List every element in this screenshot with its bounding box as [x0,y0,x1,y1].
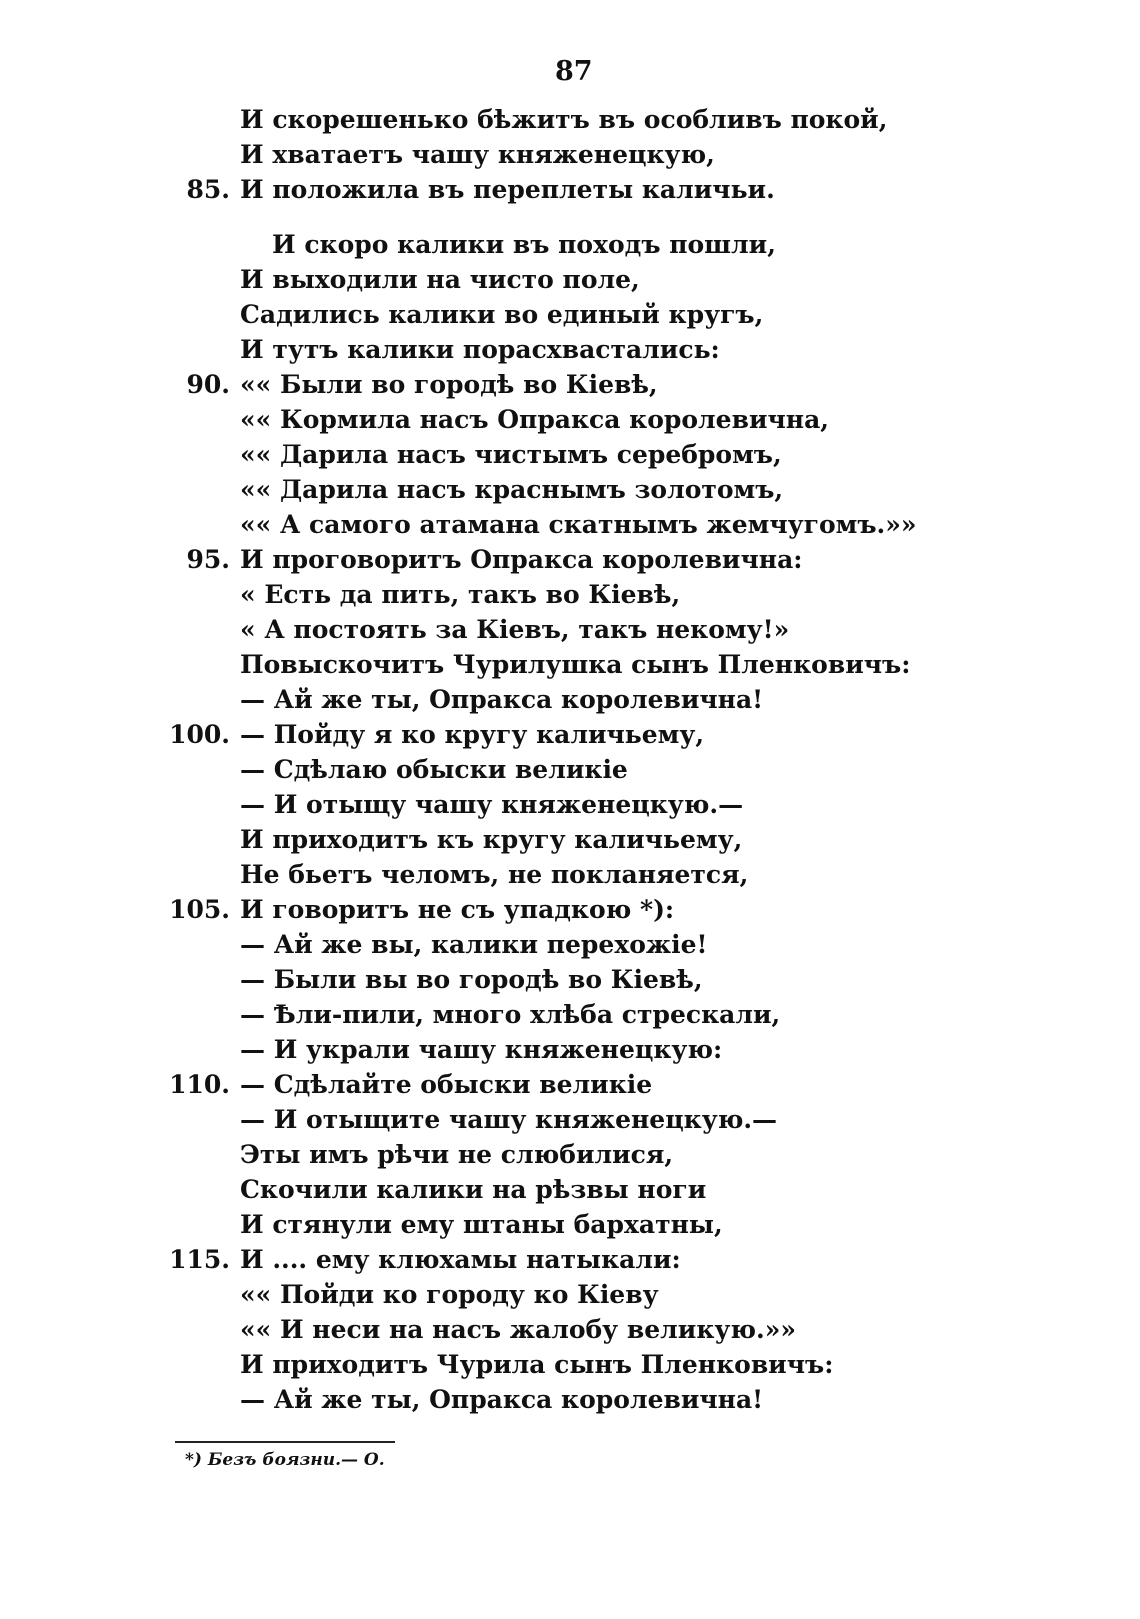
verse-line [0,1312,1140,1347]
verse-text: И говоритъ не съ упадкою *): [240,895,675,924]
page-number: 87 [555,56,593,87]
verse-line [0,1347,1140,1382]
verse-text: — Сдѣлайте обыски великіе [240,1070,653,1099]
verse-text: — Ай же ты, Опракса королевична! [240,1385,764,1414]
verse-line [0,787,1140,822]
footnote: *) Безъ боязни.— О. [185,1450,385,1470]
verse-number: 100. [169,720,230,749]
verse-line [0,172,1140,207]
verse-text: — Сдѣлаю обыски великіе [240,755,628,784]
verse-number: 115. [169,1245,230,1274]
verse-line [0,297,1140,332]
verse-line [0,102,1140,137]
verse-text: И выходили на чисто поле, [240,265,640,294]
verse-text: И скорешенько бѣжитъ въ особливъ покой, [240,105,888,134]
verse-text: «« Кормила насъ Опракса королевична, [240,405,830,434]
verse-line [0,752,1140,787]
verse-text: И приходитъ къ кругу каличьему, [240,825,743,854]
verse-line [0,927,1140,962]
verse-line [0,262,1140,297]
verse-text: — Ай же ты, Опракса королевична! [240,685,764,714]
verse-text: И хватаетъ чашу княженецкую, [240,140,715,169]
verse-line [0,1242,1140,1277]
verse-text: — Пойду я ко кругу каличьему, [240,720,705,749]
verse-line [0,1207,1140,1242]
verse-text: Не бьетъ челомъ, не покланяется, [240,860,749,889]
verse-text: Садились калики во единый кругъ, [240,300,764,329]
verse-line [0,997,1140,1032]
verse-text: И скоро калики въ походъ пошли, [272,230,776,259]
verse-text: И стянули ему штаны бархатны, [240,1210,723,1239]
verse-text: «« Пойди ко городу ко Кіеву [240,1280,659,1309]
verse-line [0,1032,1140,1067]
verse-text: — И украли чашу княженецкую: [240,1035,723,1064]
verse-text: «« И неси на насъ жалобу великую.»» [240,1315,796,1344]
verse-line [0,437,1140,472]
verse-line [0,1137,1140,1172]
verse-line [0,857,1140,892]
verse-number: 85. [186,175,230,204]
verse-text: «« Были во городѣ во Кіевѣ, [240,370,658,399]
verse-line [0,892,1140,927]
verse-text: « Есть да пить, такъ во Кіевѣ, [240,580,681,609]
verse-line [0,1102,1140,1137]
verse-text: — И отыщу чашу княженецкую.— [240,790,744,819]
verse-number: 95. [186,545,230,574]
verse-line [0,542,1140,577]
verse-number: 110. [169,1070,230,1099]
footnote-divider [175,1441,395,1443]
verse-text: Эты имъ рѣчи не слюбилися, [240,1140,674,1169]
verse-line [0,367,1140,402]
verse-number: 90. [186,370,230,399]
verse-line [0,1277,1140,1312]
verse-line [0,647,1140,682]
verse-text: Повыскочитъ Чурилушка сынъ Пленковичъ: [240,650,911,679]
verse-text: «« Дарила насъ краснымъ золотомъ, [240,475,784,504]
verse-number: 105. [169,895,230,924]
verse-line [0,717,1140,752]
verse-line [0,682,1140,717]
verse-text: И .... ему клюхамы натыкали: [240,1245,681,1274]
verse-text: И приходитъ Чурила сынъ Пленковичъ: [240,1350,834,1379]
verse-line [0,612,1140,647]
verse-text: «« Дарила насъ чистымъ серебромъ, [240,440,782,469]
verse-text: — И отыщите чашу княженецкую.— [240,1105,778,1134]
verse-line [0,962,1140,997]
verse-text: — Ѣли-пили, много хлѣба стрескали, [240,1000,781,1029]
verse-line [0,1172,1140,1207]
verse-line [0,507,1140,542]
verse-line [0,577,1140,612]
verse-line [0,332,1140,367]
verse-line [0,472,1140,507]
verse-text: «« А самого атамана скатнымъ жемчугомъ.»» [240,510,917,539]
verse-text: — Были вы во городѣ во Кіевѣ, [240,965,703,994]
verse-text: И проговоритъ Опракса королевична: [240,545,803,574]
verse-line [0,137,1140,172]
verse-line [0,1382,1140,1417]
verse-line [0,227,1140,262]
verse-text: И тутъ калики порасхвастались: [240,335,720,364]
verse-line [0,1067,1140,1102]
verse-line [0,822,1140,857]
verse-line [0,402,1140,437]
verse-text: Скочили калики на рѣзвы ноги [240,1175,707,1204]
verse-text: — Ай же вы, калики перехожіе! [240,930,708,959]
verse-text: « А постоять за Кіевъ, такъ некому!» [240,615,790,644]
verse-text: И положила въ переплеты каличьи. [240,175,775,204]
